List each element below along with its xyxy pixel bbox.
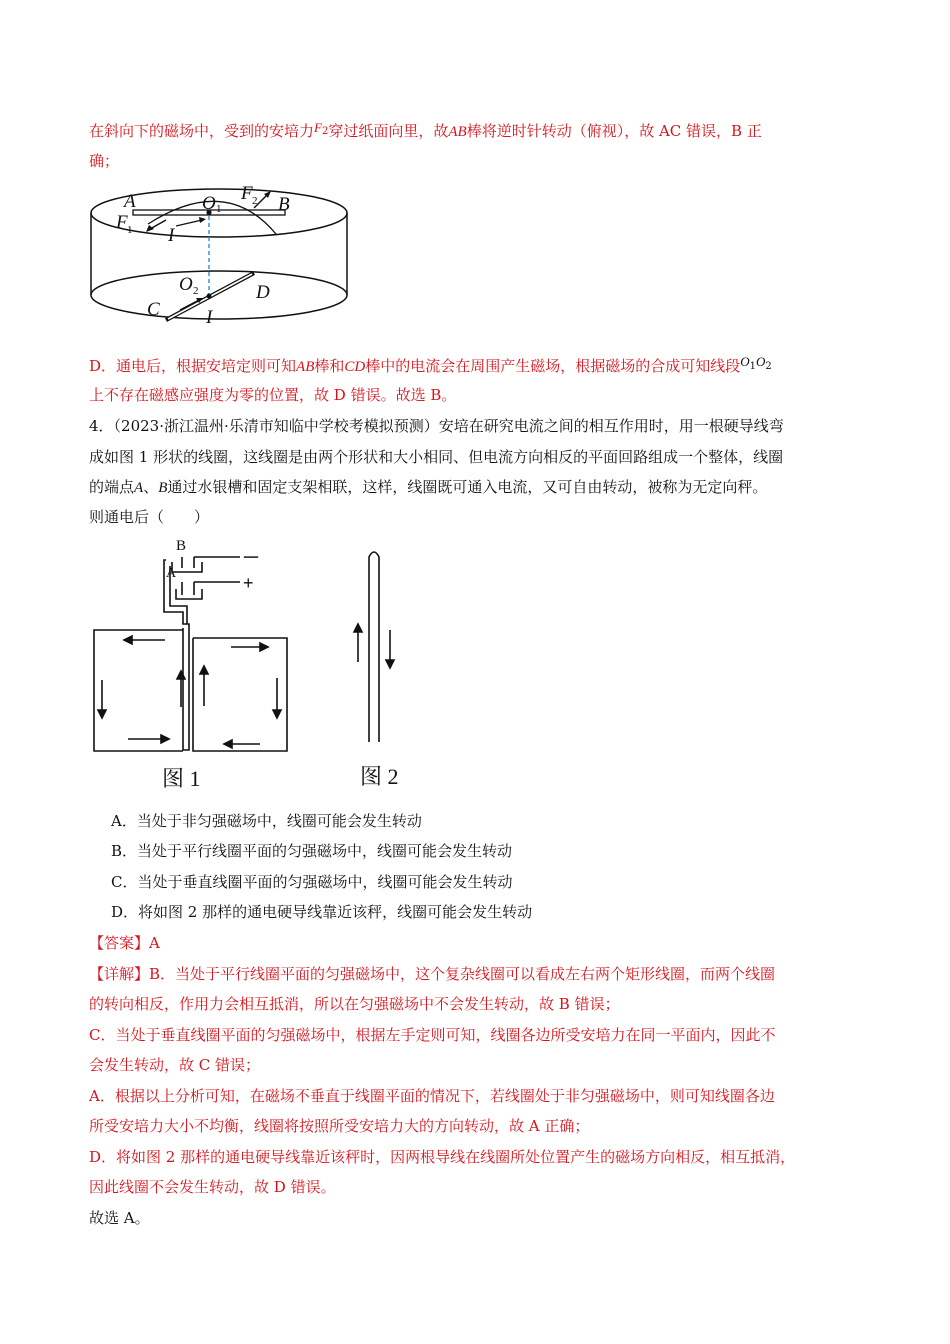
arrow-right-side xyxy=(273,710,281,718)
arrow-left-side xyxy=(98,710,106,718)
arrow-left-bottom xyxy=(161,735,169,743)
left-loop xyxy=(94,630,183,751)
question-line-3 xyxy=(89,476,767,499)
label-i-top: I xyxy=(168,225,175,246)
label-f2-sub: 2 xyxy=(252,195,258,207)
explanation-line-6: 所受安培力大小不均衡，线圈将按照所受安培力大的方向转动，故 A 正确； xyxy=(89,1117,590,1135)
explanation-line-3: C．当处于垂直线圈平面的匀强磁场中，根据左手定则可知，线圈各边所受安培力在同一平面内，因此不 xyxy=(89,1026,776,1044)
force-subscript: 2 xyxy=(321,126,329,137)
endpoint-label: A xyxy=(134,480,144,496)
arrow-right-inner xyxy=(200,666,208,674)
segment-subscript: 2 xyxy=(765,361,772,372)
explanation-line-5: A．根据以上分析可知，在磁场不垂直于线圈平面的情况下，若线圈处于非匀强磁场中，则可知线圈各边 xyxy=(89,1087,775,1105)
current-arrowhead-top xyxy=(199,217,206,223)
label-coil-a: A xyxy=(166,566,177,581)
label-f2: F xyxy=(241,183,253,204)
label-f1-sub: 1 xyxy=(127,224,133,236)
explanation-line-4: 会发生转动，故 C 错误； xyxy=(89,1056,261,1074)
solution-text: D．通电后，根据安培定则可知 xyxy=(89,357,297,375)
explanation-line-8: 因此线圈不会发生转动，故 D 错误。 xyxy=(89,1178,336,1196)
cylinder-bottom-ellipse xyxy=(91,271,347,319)
segment-symbol: O xyxy=(756,354,766,369)
label-c: C xyxy=(147,299,160,320)
option-b: B．当处于平行线圈平面的匀强磁场中，线圈可能会发生转动 xyxy=(111,842,513,860)
segment-symbol: O xyxy=(740,354,750,369)
current-arrow-top xyxy=(176,220,202,226)
rod-label: AB xyxy=(448,124,467,140)
label-b: B xyxy=(278,194,290,215)
solution-d-line-1 xyxy=(89,351,772,378)
arrow-right-bottom xyxy=(224,740,232,748)
label-coil-b: B xyxy=(176,538,187,554)
force-symbol: F xyxy=(314,120,322,135)
label-minus: － xyxy=(242,548,260,568)
label-o1: O xyxy=(202,193,216,214)
label-a: A xyxy=(124,191,136,212)
solution-text: 棒和 xyxy=(314,357,345,375)
label-f1: F xyxy=(116,212,128,233)
question-line-4: 则通电后（ ） xyxy=(89,508,210,526)
caption-fig2: 图 2 xyxy=(360,764,399,789)
rod-label: CD xyxy=(344,359,366,375)
solution-text: 穿过纸面向里，故 xyxy=(328,122,449,140)
coil-figure xyxy=(90,532,420,797)
label-plus: + xyxy=(243,573,254,593)
question-text: 的端点 xyxy=(89,478,135,496)
rod-label: AB xyxy=(296,359,315,375)
option-c: C．当处于垂直线圈平面的匀强磁场中，线圈可能会发生转动 xyxy=(111,873,513,891)
cylinder-figure xyxy=(86,182,356,332)
arrow-left-top xyxy=(124,636,132,644)
solution-line-1 xyxy=(89,117,762,143)
label-o2: O xyxy=(179,274,193,295)
caption-fig1: 图 1 xyxy=(162,766,201,791)
terminal-b-cup xyxy=(172,562,202,572)
support-wire-b xyxy=(164,560,189,750)
question-text: 、 xyxy=(143,478,159,496)
explanation-line-1: 【详解】B．当处于平行线圈平面的匀强磁场中，这个复杂线圈可以看成左右两个矩形线圈，而两个线圈 xyxy=(89,965,776,983)
terminal-a-cup xyxy=(176,589,202,599)
solution-text: 棒将逆时针转动（俯视），故 AC 错误，B 正 xyxy=(466,122,762,140)
arrow-right-top xyxy=(260,643,268,651)
option-d: D．将如图 2 那样的通电硬导线靠近该秤，线圈可能会发生转动 xyxy=(111,903,533,921)
label-d: D xyxy=(256,282,270,303)
explanation-line-9: 故选 A。 xyxy=(89,1209,150,1227)
segment-subscript: 1 xyxy=(749,361,756,372)
solution-d-line-2: 上不存在磁感应强度为零的位置，故 D 错误。故选 B。 xyxy=(89,386,457,404)
pivot-o2 xyxy=(207,294,212,299)
answer: 【答案】A xyxy=(89,934,160,952)
solution-text: 棒中的电流会在周围产生磁场，根据磁场的合成可知线段 xyxy=(365,357,741,375)
f1-arrowhead xyxy=(146,225,154,232)
option-a: A．当处于非匀强磁场中，线圈可能会发生转动 xyxy=(111,812,422,830)
label-o2-sub: 2 xyxy=(193,285,199,297)
question-line-1: 4．（2023·浙江温州·乐清市知临中学校考模拟预测）安培在研究电流之间的相互作用时，用一根硬导线弯 xyxy=(89,417,784,435)
label-i-bottom: I xyxy=(206,307,213,328)
question-line-2: 成如图 1 形状的线圈，这线圈是由两个形状和大小相同、但电流方向相反的平面回路组成一个整体，线圈 xyxy=(89,448,784,466)
right-loop xyxy=(193,638,287,751)
solution-text: 在斜向下的磁场中，受到的安培力 xyxy=(89,122,315,140)
explanation-line-7: D．将如图 2 那样的通电硬导线靠近该秤时，因两根导线在线圈所处位置产生的磁场方向相反，相互抵消， xyxy=(89,1148,796,1166)
explanation-line-2: 的转向相反，作用力会相互抵消，所以在匀强磁场中不会发生转动，故 B 错误； xyxy=(89,995,620,1013)
label-o1-sub: 1 xyxy=(216,203,222,215)
endpoint-label: B xyxy=(158,480,168,496)
arrow-fig2-down xyxy=(386,660,394,668)
arrow-fig2-up xyxy=(354,624,362,632)
question-text: 通过水银槽和固定支架相联，这样，线圈既可通入电流，又可自由转动，被称为无定向秤。 xyxy=(167,478,768,496)
solution-line-2: 确； xyxy=(89,152,120,170)
figure2-wire xyxy=(369,552,379,742)
